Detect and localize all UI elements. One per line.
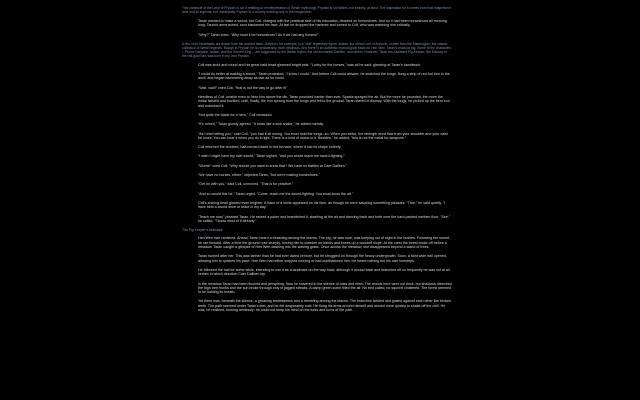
- paragraph: "I could do better at making a sword," Taran protested. "I know I could." And before Coll could answer, he snatched the tongs, flung a strip of red-hot iron to the anvil, and began hammering away as fast as he could.: [198, 72, 450, 81]
- paragraph: Taran wanted to make a sword; but Coll, charged with the practical side of his education, decided on horseshoes. And so it had been horseshoes all morning long. Taran's arms ached, soot blackened his face. At last he dropped the hammer and turned to Coll, who was watching him critically.: [198, 19, 447, 28]
- paragraph: Coll was stout and round and his great bald head gleamed bright pink. "Lucky for the horses," was all he said, glancing at Taran's handiwork.: [198, 62, 422, 67]
- paragraph: "As I tried telling you," said Coll, "you had it all wrong. You must hold the tongs--so. When you strike, the strength must flow from your shoulder and your wrist be loose. You can hear it when you do it right. There is a kind of music in it. Besides," he added, "this is not the metal for weapons.": [198, 131, 448, 140]
- document-text: [182, 6, 452, 317]
- paragraph: Yet there was, beneath the silence, a groaning restlessness and a trembling among the leaves. The branches twisted and grated against each other like broken teeth. The path seemed under Taran's feet, and he felt desperately cold. He flung his arms around himself and moved more quickly to shake off the chill. He was, he realized, running aimlessly; he could not keep his mind on the forks and turns of the path.: [198, 299, 452, 312]
- paragraph: "We have no horses, either," objected Taran, "but we're making horseshoes.": [198, 173, 320, 178]
- paragraph: "And so would this be," Taran urged. "Come, teach me the sword-fighting. You must know the art.": [198, 191, 354, 196]
- paragraph: "Wait, wait!" cried Coll, "that is not the way to go after it!": [198, 85, 288, 90]
- paragraph: "Wurra!" cried Coll. "Why should you want to know that? We have no battles at Caer Dallben.": [198, 163, 347, 168]
- paragraph: Coll returned the crooked, half-formed blade to the furnace, where it lost its shape entirely.: [198, 145, 342, 150]
- paragraph: Hen Wen had vanished. Ahead, Taran heard a thrashing among the leaves. The pig, he was sure, was keeping out of sight in the bushes. Following the sound, he ran forward. After a time the ground rose sharply, forcing him to clamber on hands and knees up a wooded slope. At the crest the forest broke off before a meadow. Taran caught a glimpse of Hen Wen dashing into the waving grass. Once across the meadow, she disappeared beyond a stand of trees.: [198, 236, 450, 250]
- mid-note: A few of its inhabitants are drawn from the ancient tales. Gwydion, for example, is a "real" legendary figure. Arawn, the dread Lord of Annuvin, comes from the Mabinogion, the classic collection of Welsh legends, though in Prydain he is considerably more villainous. And there is an authentic mythological basis for Hen Wen, Taran's oracular pig. Some of the characters -- Prince Gwydion, Arawn, and the Horned King -- are suggested by the Welsh myths; the old enchanter Dallben, and others. However, Taran the Assistant Pig-Keeper, like Eilonwy of the red-gold hair, was born in my own Prydain.: [182, 41, 452, 58]
- paragraph: Taran hurried after her. This was farther than he had ever dared venture, but he struggled on through the heavy undergrowth. Soon, a faint wide trail opened, allowing him to quicken his pace. Hen Wen had either stopped running or had outdistanced him. He heard nothing but his own footsteps.: [198, 254, 447, 263]
- paragraph: "It's ruined," Taran glumly agreed. "It looks like a sick snake," he added ruefully.: [198, 122, 324, 127]
- chapter-heading: The Pig Keeper's Assistant: [182, 228, 223, 233]
- paragraph: "Not quite the blade for a hero," Coll remarked.: [198, 112, 273, 117]
- paragraph: "Teach me now," pleaded Taran. He seized a poker and brandished it, slashing at the air and dancing back and forth over the hard-packed earthen floor. "See," he called, "I know most of it already.": [198, 214, 451, 223]
- paragraph: In the meadow Taran had been flushed and perspiring. Now he shivered in the silence of oaks and elms. The woods here were not thick, but shadows drenched the high tree trunks and the sun broke through only in jagged streaks. A damp green scent filled the air. No bird called, no squirrel chattered. The forest seemed to be holding its breath.: [198, 281, 452, 295]
- intro-note: This chronicle of the Land of Prydain is not a retelling or reinterpretation of Welsh mythology. Prydain is not Wales, not entirely, at least. The inspiration for it comes from that magnificent land and its legends; but, essentially, Prydain is a country existing only in the imagination.: [182, 6, 451, 14]
- paragraph: "Why?" Taran cried. "Why must it be horseshoes? As if we had any horses!": [198, 32, 319, 37]
- paragraph: He followed the trail for some while, intending to use it as a landmark on the way back, although it wound back and branched off so frequently he was not at all certain in which direction Caer Dallben lay.: [198, 267, 450, 277]
- paragraph: "Get on with you," said Coll, unmoved. "That is for practice.": [198, 182, 294, 187]
- paragraph: Heedless of Coll, unable even to hear him above the din, Taran pounded harder than ever. Sparks sprayed the air. But the more he pounded, the more the metal twisted and buckled, until, finally, the iron sprang from the tongs and fell to the ground. Taran stared in dismay. With the tongs, he picked up the bent iron and examined it.: [198, 95, 450, 108]
- paragraph: Coll's shining head glowed even brighter. A trace of a smile appeared on his face, as though he were savoring something pleasant. "True," he said quietly, "I have held a sword once or twice in my day.": [198, 200, 446, 210]
- paragraph: "I wish I might have my own sword," Taran sighed, "and you would teach me sword-fighting.": [198, 154, 345, 159]
